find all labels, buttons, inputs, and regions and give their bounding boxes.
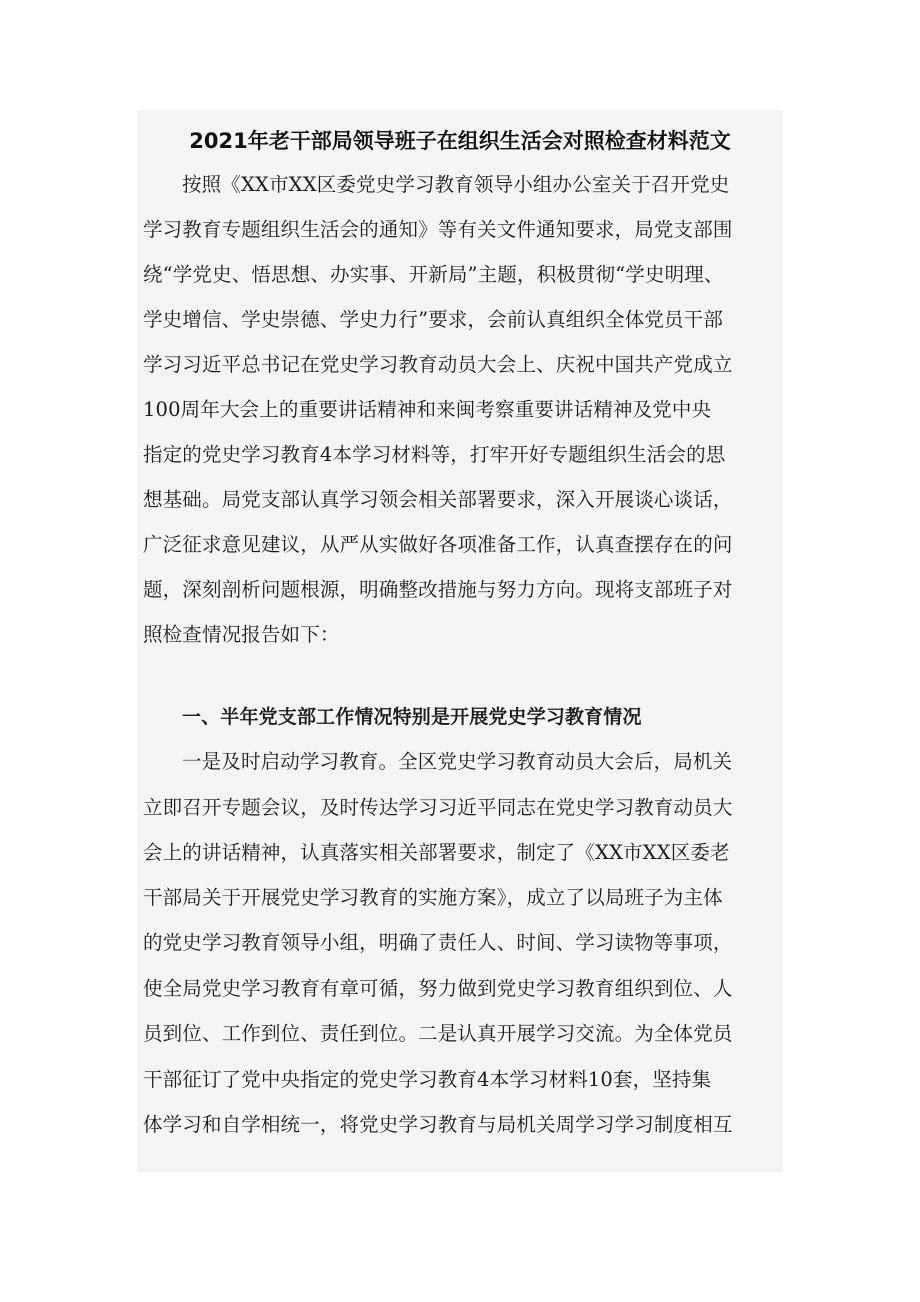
intro-line: 学习教育专题组织生活会的通知》等有关文件通知要求，局党支部围 [143,218,733,241]
body-line: 干部征订了党中央指定的党史学习教育4本学习材料10套，坚持集 [143,1068,712,1091]
body-line: 干部局关于开展党史学习教育的实施方案》，成立了以局班子为主体 [143,886,723,909]
intro-line: 绕“学党史、悟思想、办实事、开新局”主题，积极贯彻“学史明理、 [143,263,724,286]
body-line: 的党史学习教育领导小组，明确了责任人、时间、学习读物等事项， [143,931,733,954]
body-line: 立即召开专题会议，及时传达学习习近平同志在党史学习教育动员大 [143,796,733,819]
intro-line: 学习习近平总书记在党史学习教育动员大会上、庆祝中国共产党成立 [143,353,733,376]
intro-line: 广泛征求意见建议，从严从实做好各项准备工作，认真查摆存在的问 [143,533,733,556]
section-heading: 一、半年党支部工作情况特别是开展党史学习教育情况 [182,706,642,728]
body-line: 一是及时启动学习教育。全区党史学习教育动员大会后，局机关 [182,750,733,773]
body-line: 会上的讲话精神，认真落实相关部署要求，制定了《XX市XX区委老 [143,841,730,864]
intro-line: 想基础。局党支部认真学习领会相关部署要求，深入开展谈心谈话， [143,488,733,511]
intro-line: 100周年大会上的重要讲话精神和来闽考察重要讲话精神及党中央 [143,398,712,421]
document-title: 2021年老干部局领导班子在组织生活会对照检查材料范文 [189,129,731,153]
body-line: 体学习和自学相统一，将党史学习教育与局机关周学习学习制度相互 [143,1113,733,1136]
intro-line: 指定的党史学习教育4本学习材料等，打牢开好专题组织生活会的思 [143,443,726,466]
intro-line: 照检查情况报告如下： [143,623,340,646]
document-page [137,110,783,1172]
body-line: 员到位、工作到位、责任到位。二是认真开展学习交流。为全体党员 [143,1022,733,1045]
body-line: 使全局党史学习教育有章可循，努力做到党史学习教育组织到位、人 [143,977,733,1000]
intro-line: 题，深刻剖析问题根源，明确整改措施与努力方向。现将支部班子对 [143,578,733,601]
intro-line: 学史增信、学史崇德、学史力行”要求，会前认真组织全体党员干部 [143,308,723,331]
intro-line: 按照《XX市XX区委党史学习教育领导小组办公室关于召开党史 [182,173,730,196]
